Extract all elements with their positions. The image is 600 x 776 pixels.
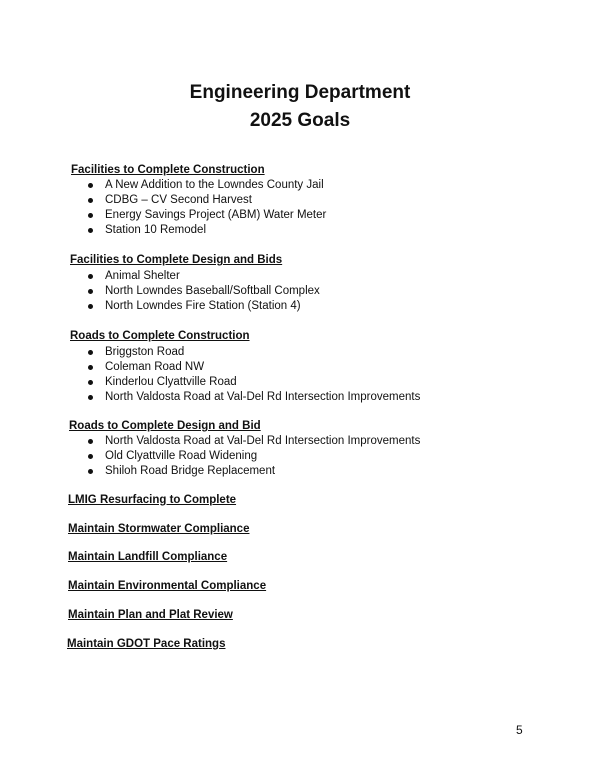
section-heading: Maintain Landfill Compliance — [68, 551, 228, 563]
bullet-icon — [88, 350, 93, 355]
list-item: North Valdosta Road at Val-Del Rd Intersection Improvements — [105, 435, 421, 447]
page-number: 5 — [516, 723, 523, 737]
bullet-icon — [88, 454, 93, 459]
bullet-icon — [88, 228, 93, 233]
section-heading: Maintain Environmental Compliance — [68, 580, 267, 592]
bullet-icon — [88, 469, 93, 474]
list-item: A New Addition to the Lowndes County Jail — [105, 179, 324, 191]
list-item: Coleman Road NW — [105, 361, 205, 373]
bullet-icon — [88, 274, 93, 279]
list-item: Kinderlou Clyattville Road — [105, 376, 237, 388]
bullet-icon — [88, 198, 93, 203]
list-item: North Lowndes Baseball/Softball Complex — [105, 285, 320, 297]
bullet-icon — [88, 183, 93, 188]
page-title: Engineering Department — [189, 82, 411, 103]
section-heading: Roads to Complete Design and Bid — [69, 420, 261, 432]
section-heading: Maintain GDOT Pace Ratings — [67, 638, 226, 650]
section-heading: Facilities to Complete Design and Bids — [70, 254, 283, 266]
bullet-icon — [88, 365, 93, 370]
list-item: Shiloh Road Bridge Replacement — [105, 465, 276, 477]
list-item: North Valdosta Road at Val-Del Rd Intersection Improvements — [105, 391, 421, 403]
bullet-icon — [88, 304, 93, 309]
section-heading: Maintain Plan and Plat Review — [68, 609, 233, 621]
list-item: Briggston Road — [105, 346, 185, 358]
section-heading: LMIG Resurfacing to Complete — [68, 494, 237, 506]
list-item: Station 10 Remodel — [105, 224, 207, 236]
bullet-icon — [88, 289, 93, 294]
bullet-icon — [88, 439, 93, 444]
page-subtitle: 2025 Goals — [249, 110, 351, 131]
list-item: Animal Shelter — [105, 270, 180, 282]
section-heading: Maintain Stormwater Compliance — [68, 523, 250, 535]
bullet-icon — [88, 380, 93, 385]
list-item: Energy Savings Project (ABM) Water Meter — [105, 209, 327, 221]
list-item: Old Clyattville Road Widening — [105, 450, 258, 462]
section-heading: Roads to Complete Construction — [70, 330, 250, 342]
section-heading: Facilities to Complete Construction — [71, 164, 265, 176]
list-item: CDBG – CV Second Harvest — [105, 194, 253, 206]
list-item: North Lowndes Fire Station (Station 4) — [105, 300, 301, 312]
bullet-icon — [88, 213, 93, 218]
bullet-icon — [88, 395, 93, 400]
